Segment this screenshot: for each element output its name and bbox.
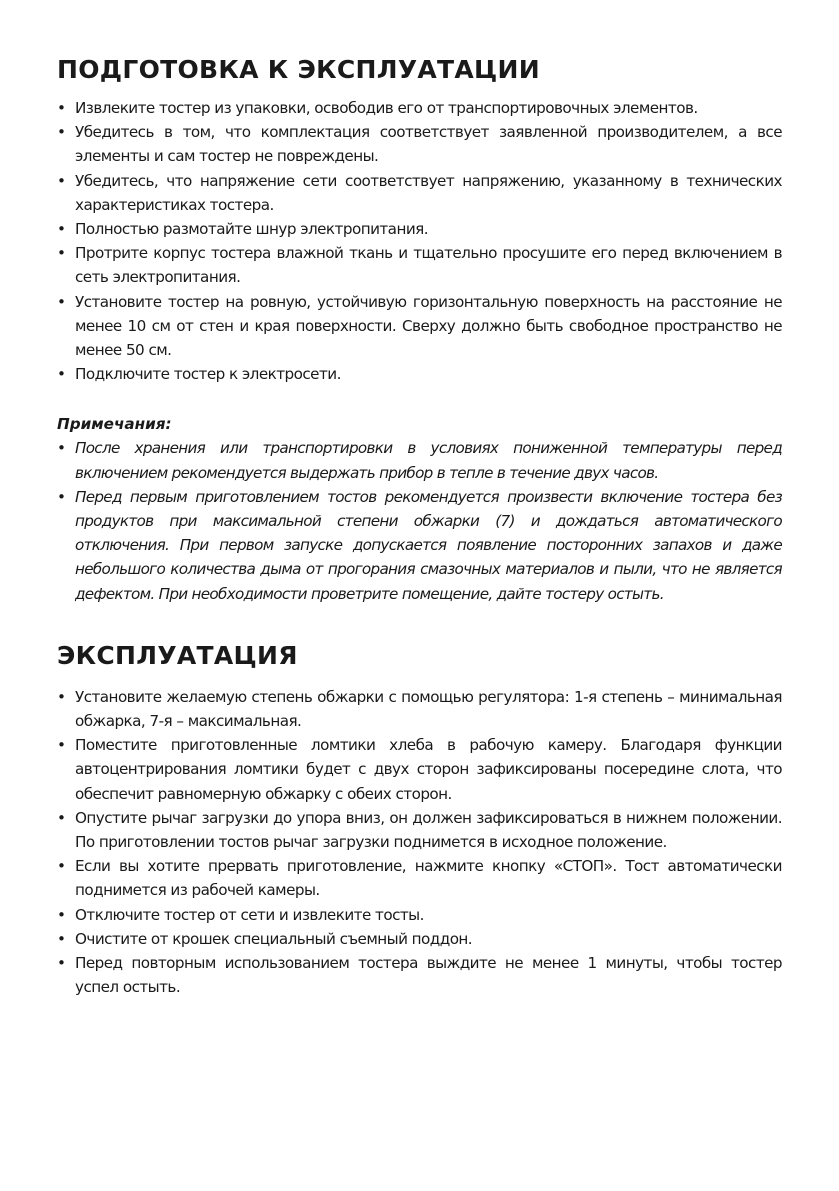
list-item: • Протрите корпус тостера влажной ткань и тщательно просушите его перед включением в сеть электропитания. bbox=[57, 241, 782, 289]
list-item: • Если вы хотите прервать приготовление, нажмите кнопку «СТОП». Тост автоматически поднимется из рабочей камеры. bbox=[57, 854, 782, 902]
notes-list bbox=[57, 436, 782, 605]
list-item: • Перед повторным использованием тостера выждите не менее 1 минуты, чтобы тостер успел остыть. bbox=[57, 951, 782, 999]
note-item: • Перед первым приготовлением тостов рекомендуется произвести включение тостера без продуктов при максимальной степени обжарки (7) и дождаться автоматического отключения. При первом запуске допускается появление посторонних запахов и даже небольшого количества дыма от прогорания смазочных материалов и пыли, что не является дефектом. При необходимости проветрите помещение, дайте тостеру остыть. bbox=[57, 485, 782, 606]
section-title-operation: ЭКСПЛУАТАЦИЯ bbox=[57, 640, 298, 670]
list-item: • Извлеките тостер из упаковки, освободив его от транспортировочных элементов. bbox=[57, 96, 782, 120]
list-item: • Установите желаемую степень обжарки с помощью регулятора: 1-я степень – минимальная обжарка, 7-я – максимальная. bbox=[57, 685, 782, 733]
list-item: • Отключите тостер от сети и извлеките тосты. bbox=[57, 903, 782, 927]
list-item: • Полностью размотайте шнур электропитания. bbox=[57, 217, 782, 241]
note-item: • После хранения или транспортировки в условиях пониженной температуры перед включением рекомендуется выдержать прибор в тепле в течение двух часов. bbox=[57, 436, 782, 484]
list-item: • Очистите от крошек специальный съемный поддон. bbox=[57, 927, 782, 951]
list-item: • Убедитесь, что напряжение сети соответствует напряжению, указанному в технических характеристиках тостера. bbox=[57, 169, 782, 217]
document-page bbox=[57, 54, 782, 1000]
operation-list bbox=[57, 685, 782, 1000]
list-item: • Поместите приготовленные ломтики хлеба в рабочую камеру. Благодаря функции автоцентрирования ломтики будет с двух сторон зафиксированы посередине слота, что обеспечит равномерную обжарку с обеих сторон. bbox=[57, 733, 782, 806]
section-title-preparation: ПОДГОТОВКА К ЭКСПЛУАТАЦИИ bbox=[57, 55, 540, 84]
list-item: • Установите тостер на ровную, устойчивую горизонтальную поверхность на расстояние не менее 10 см от стен и края поверхности. Сверху должно быть свободное пространство не менее 50 см. bbox=[57, 290, 782, 363]
list-item: • Подключите тостер к электросети. bbox=[57, 362, 782, 386]
list-item: • Опустите рычаг загрузки до упора вниз, он должен зафиксироваться в нижнем положении. По приготовлении тостов рычаг загрузки поднимется в исходное положение. bbox=[57, 806, 782, 854]
list-item: • Убедитесь в том, что комплектация соответствует заявленной производителем, а все элементы и сам тостер не повреждены. bbox=[57, 120, 782, 168]
preparation-list bbox=[57, 96, 782, 386]
notes-title: Примечания: bbox=[57, 415, 172, 434]
